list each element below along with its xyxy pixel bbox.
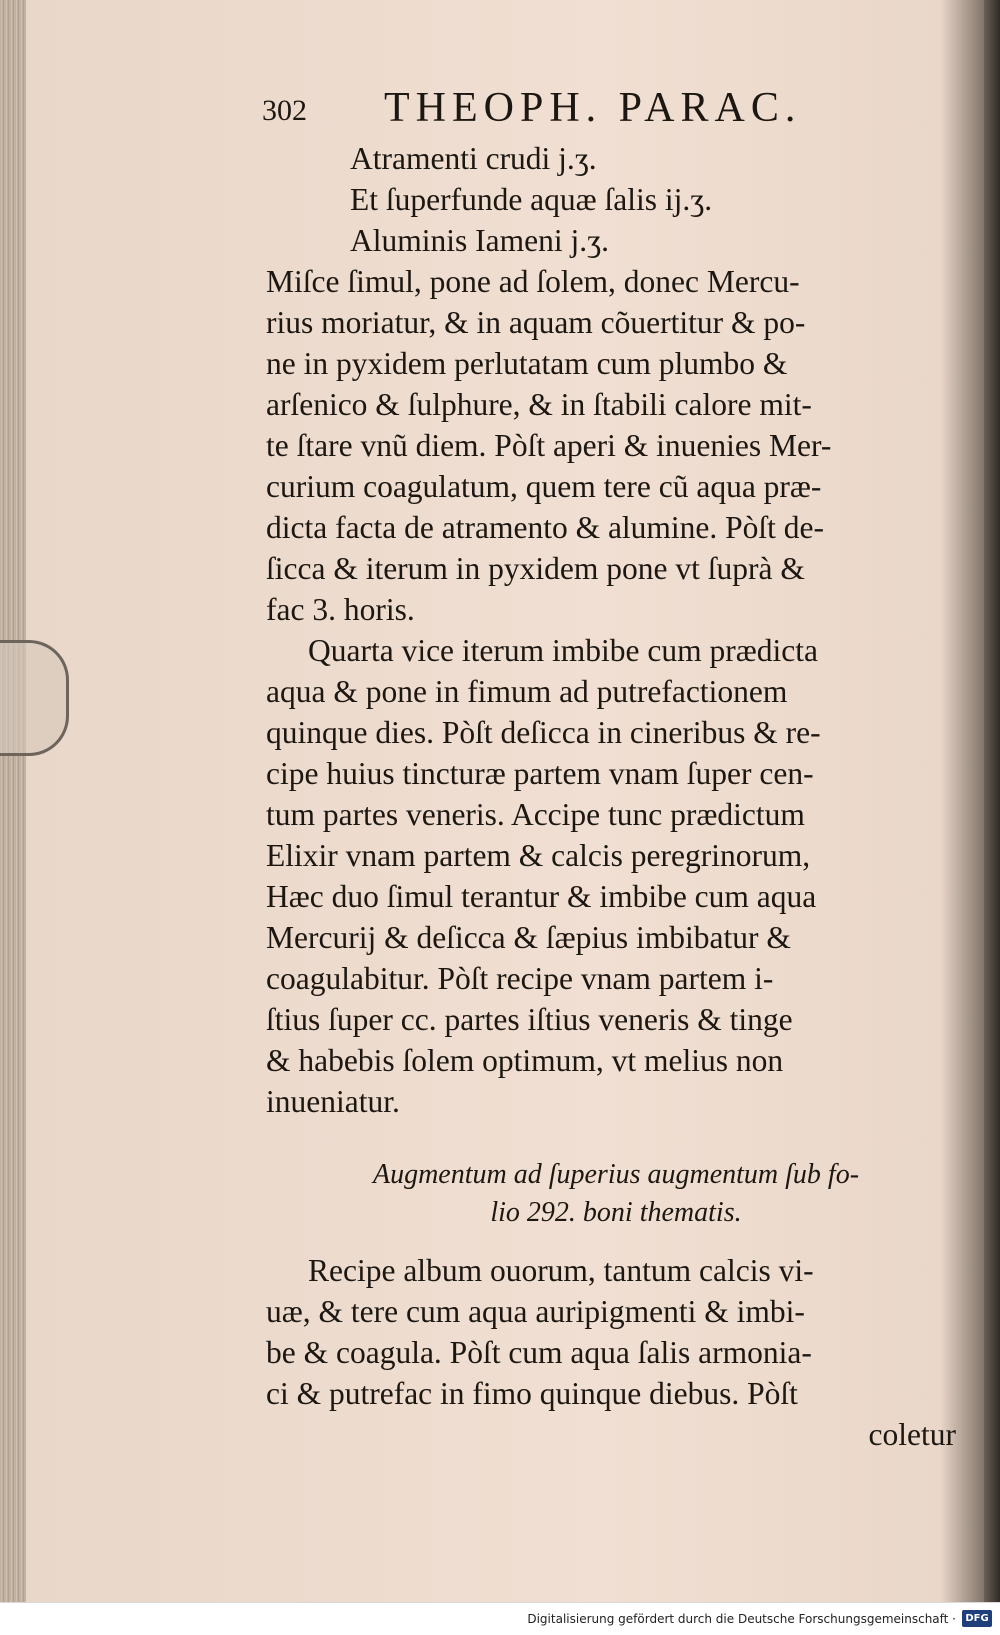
running-title: THEOPH. PARAC. (384, 85, 802, 131)
text-line: ci & putrefac in fimo quinque diebus. Pòſt (266, 1376, 798, 1411)
text-line: Hæc duo ſimul terantur & imbibe cum aqua (266, 879, 817, 914)
text-line: cipe huius tincturæ partem vnam ſuper cen- (266, 756, 814, 791)
text-line: Mercurij & deſicca & ſæpius imbibatur & (266, 920, 791, 955)
text-line: rius moriatur, & in aquam cõuertitur & po- (266, 305, 806, 340)
text-line: Quarta vice iterum imbibe cum prædicta (308, 633, 818, 668)
running-head (262, 82, 822, 138)
text-line: inueniatur. (266, 1084, 400, 1119)
section-rubric (266, 1156, 966, 1232)
text-line: curium coagulatum, quem tere cũ aqua præ- (266, 469, 822, 504)
text-line: coagulabitur. Pòſt recipe vnam partem i- (266, 961, 774, 996)
bookmark-strip (0, 640, 69, 756)
text-line: dicta facta de atramento & alumine. Pòſt de- (266, 510, 825, 545)
page-number: 302 (262, 94, 307, 127)
text-line: Elixir vnam partem & calcis peregrinorum, (266, 838, 811, 873)
footer-bar (0, 1602, 1000, 1635)
recipe-line: Atramenti crudi j.ʒ. (350, 141, 597, 176)
digitization-credit: Digitalisierung gefördert durch die Deutsche Forschungsgemeinschaft · (527, 1612, 956, 1626)
text-line: Miſce ſimul, pone ad ſolem, donec Mercu- (266, 264, 800, 299)
rubric-line: Augmentum ad ſuperius augmentum ſub fo- (372, 1159, 860, 1190)
text-line: tum partes veneris. Accipe tunc prædictum (266, 797, 805, 832)
text-line: ne in pyxidem perlutatam cum plumbo & (266, 346, 788, 381)
text-line: be & coagula. Pòſt cum aqua ſalis armonia- (266, 1335, 812, 1370)
text-line: quinque dies. Pòſt deſicca in cineribus & re- (266, 715, 821, 750)
text-line: fac 3. horis. (266, 592, 415, 627)
dfg-logo: DFG (962, 1610, 992, 1627)
book-fore-edge (0, 0, 26, 1602)
text-block (266, 138, 966, 1455)
text-line: uæ, & tere cum aqua auripigmenti & imbi- (266, 1294, 805, 1329)
text-line: & habebis ſolem optimum, vt melius non (266, 1043, 784, 1078)
catchword: coletur (868, 1417, 956, 1452)
text-line: aqua & pone in fimum ad putrefactionem (266, 674, 788, 709)
book-gutter-shadow (984, 0, 1000, 1602)
rubric-line: lio 292. boni thematis. (490, 1197, 742, 1228)
recipe-line: Aluminis Iameni j.ʒ. (350, 223, 609, 258)
text-line: ſtius ſuper cc. partes iſtius veneris & tinge (266, 1002, 793, 1037)
text-line: Recipe album ouorum, tantum calcis vi- (308, 1253, 814, 1288)
text-line: arſenico & ſulphure, & in ſtabili calore mit- (266, 387, 812, 422)
text-line: te ſtare vnũ diem. Pòſt aperi & inuenies Mer- (266, 428, 832, 463)
recipe-line: Et ſuperfunde aquæ ſalis ij.ʒ. (350, 182, 713, 217)
text-line: ſicca & iterum in pyxidem pone vt ſuprà & (266, 551, 805, 586)
